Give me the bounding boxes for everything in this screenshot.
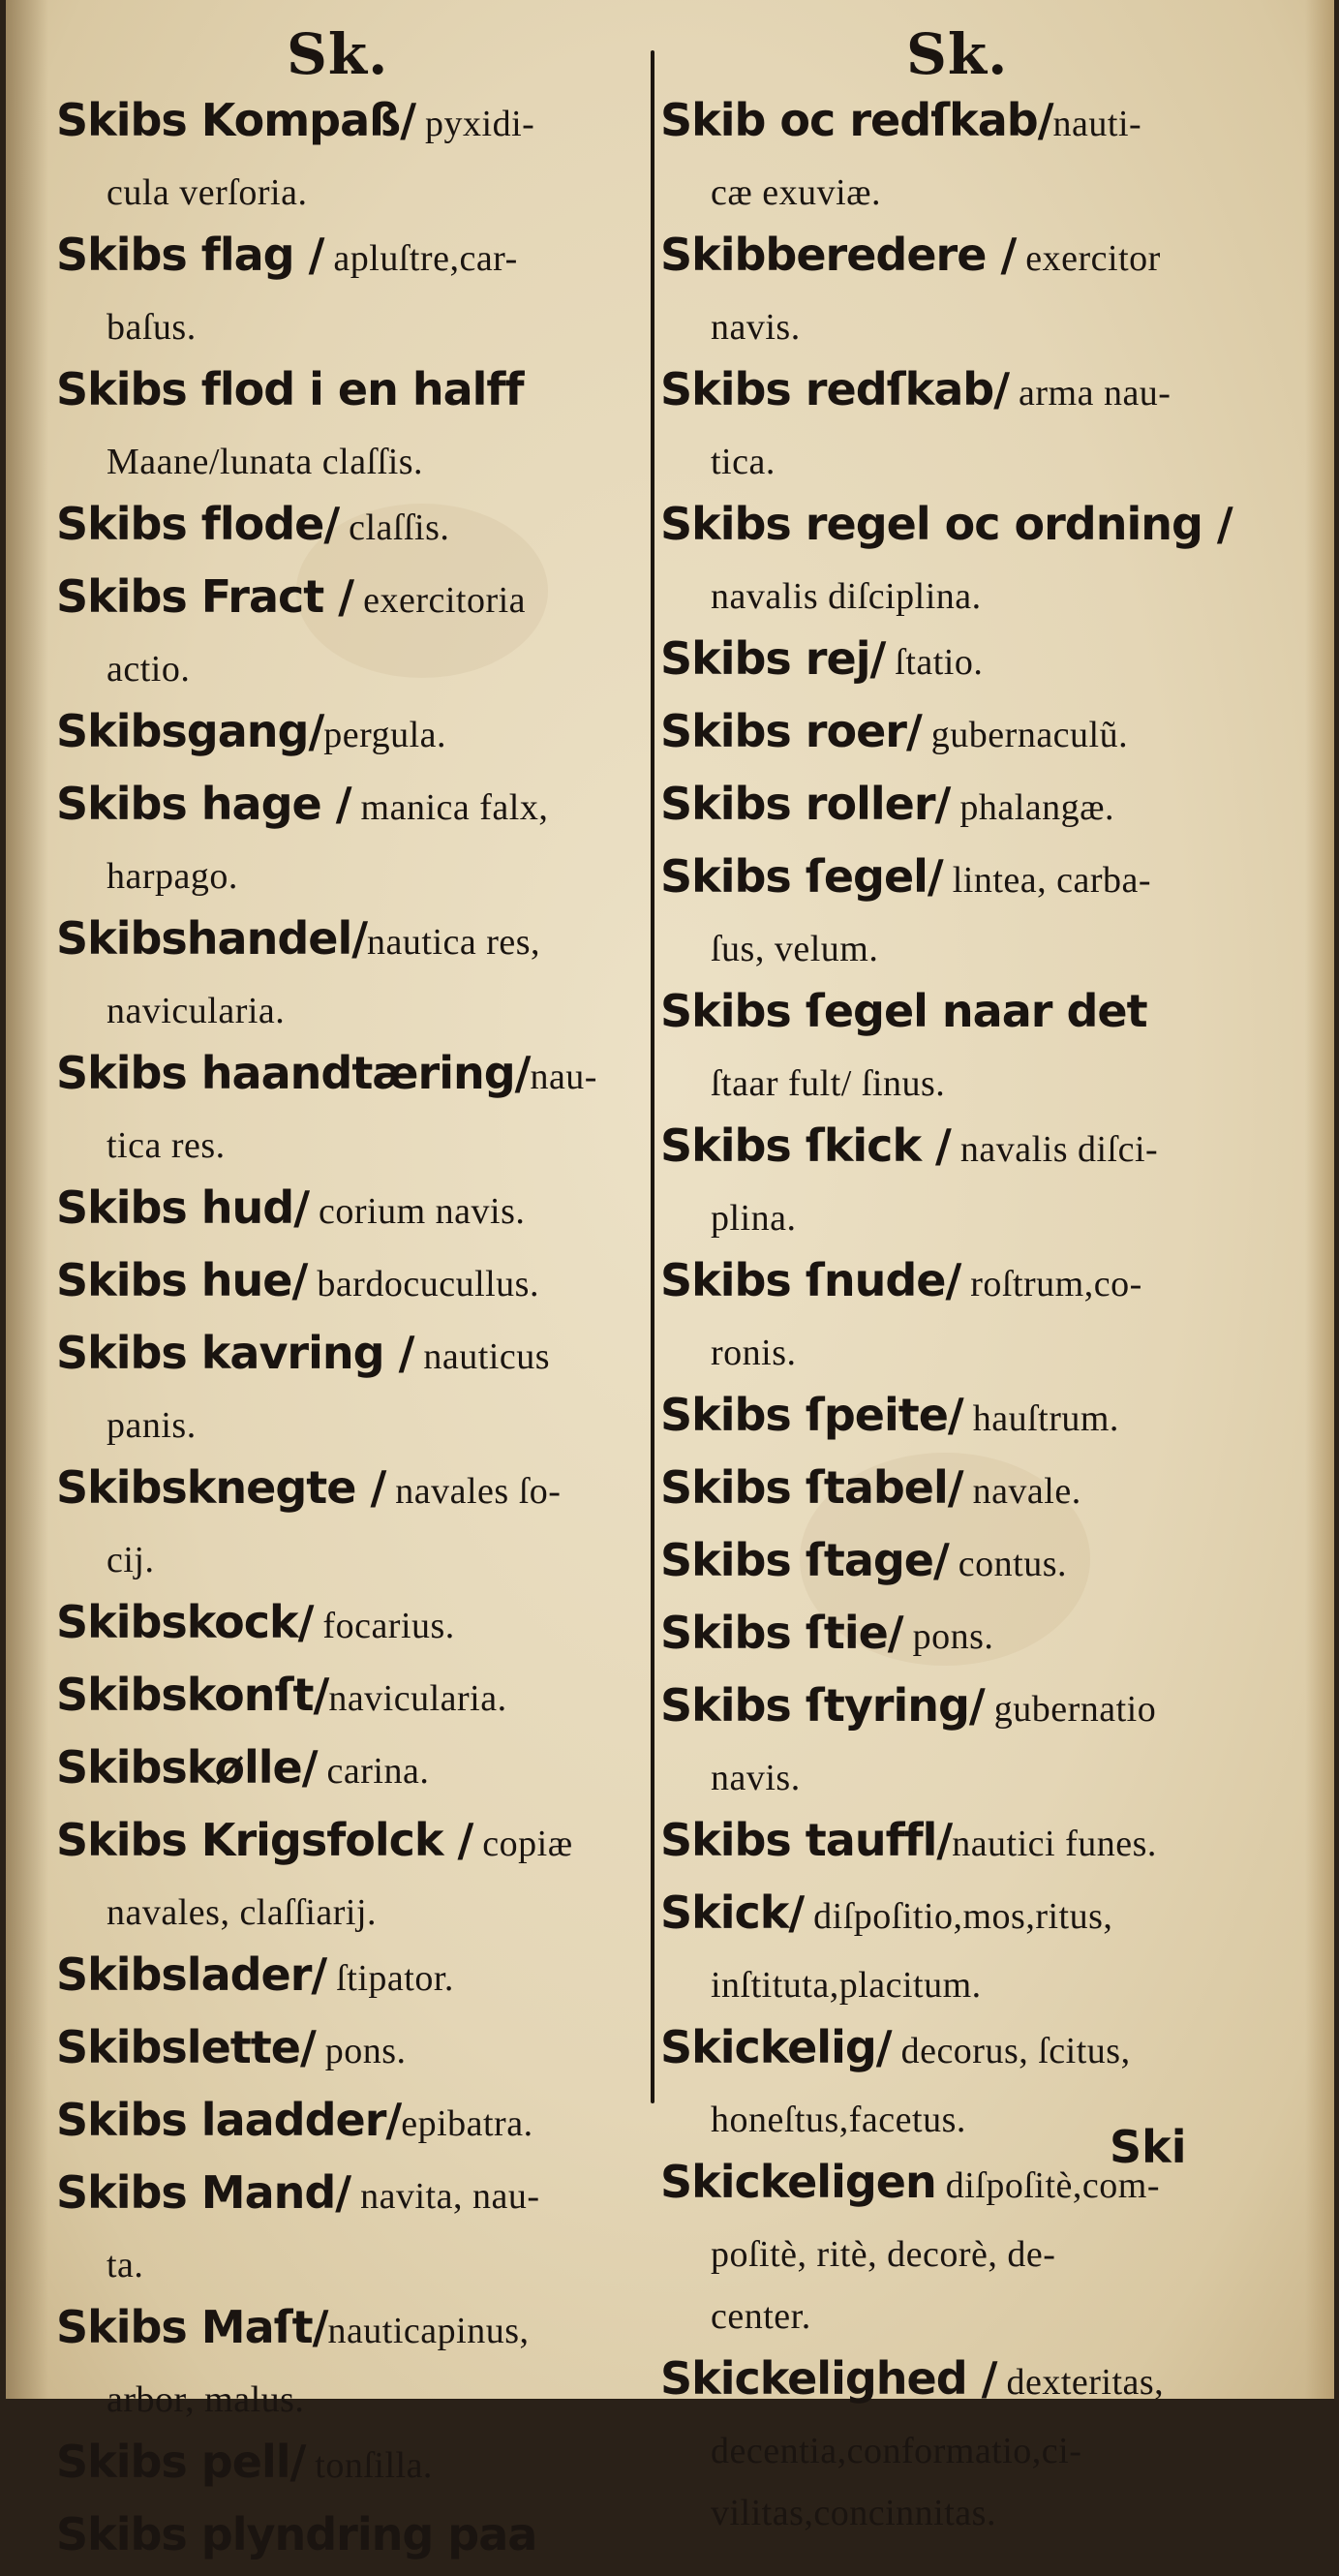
dictionary-entry — [56, 566, 627, 638]
book-page — [6, 0, 1334, 2561]
entry-definition: nauticus — [413, 1336, 551, 1377]
entry-continuation: actio. — [107, 649, 191, 690]
dictionary-entry — [56, 2296, 627, 2369]
entry-definition: claſſis. — [339, 507, 450, 548]
entry-continuation: baſus. — [107, 307, 197, 348]
entry-definition: ſtatio. — [885, 642, 984, 683]
entry-continuation: arbor, malus. — [107, 2379, 305, 2420]
entry-headword: Skibs Kompaß/ — [56, 94, 416, 146]
entry-definition: exercitor — [1016, 238, 1161, 279]
entry-headword: Skibs ſtie/ — [660, 1607, 903, 1659]
dictionary-entry — [660, 980, 1261, 1053]
entry-definition: ſtipator. — [326, 1958, 454, 1999]
entry-headword: Skibs redſkab/ — [660, 363, 1009, 415]
column-divider — [651, 50, 654, 2103]
dictionary-entry — [56, 2431, 627, 2503]
entry-headword: Skibs hage / — [56, 778, 351, 830]
entry-definition: nautici funes. — [952, 1824, 1157, 1864]
dictionary-entry — [56, 2089, 627, 2162]
entry-continuation: Maane/lunata claſſis. — [107, 442, 424, 482]
entry-continuation: ſtaar fult/ ſinus. — [711, 1063, 946, 1104]
entry-continuation: tica. — [711, 442, 776, 482]
dictionary-entry — [660, 773, 1261, 845]
entry-headword: Skibslette/ — [56, 2021, 316, 2073]
dictionary-entry — [56, 1809, 627, 1882]
entry-headword: Skickelig/ — [660, 2021, 892, 2073]
entry-definition: corium navis. — [309, 1191, 526, 1232]
entry-definition: nau- — [530, 1057, 597, 1097]
dictionary-entry — [56, 1322, 627, 1395]
dictionary-entry — [56, 1944, 627, 2016]
dictionary-entry — [660, 1457, 1261, 1529]
entry-definition: manica falx, — [350, 787, 549, 828]
entry-definition: tonſilla. — [305, 2445, 433, 2486]
entry-definition: nautica res, — [367, 922, 541, 963]
entry-definition: navicularia. — [328, 1678, 507, 1719]
entry-continuation: panis. — [107, 1405, 197, 1446]
entry-headword: Skibs laadder/ — [56, 2094, 402, 2146]
entry-continuation: harpago. — [107, 856, 238, 897]
entry-continuation: decentia,conformatio,ci- — [711, 2431, 1082, 2471]
dictionary-entry — [56, 1042, 627, 1115]
entry-continuation: ronis. — [711, 1333, 797, 1373]
entry-headword: Skibs flag / — [56, 229, 324, 281]
entry-definition: decorus, ſcitus, — [891, 2031, 1131, 2071]
entry-continuation: ta. — [107, 2245, 144, 2285]
dictionary-entry — [660, 628, 1261, 700]
entry-headword: Skibsknegte / — [56, 1461, 386, 1514]
entry-definition: focarius. — [313, 1606, 455, 1646]
entry-headword: Skibshandel/ — [56, 912, 368, 965]
entry-definition: contus. — [948, 1544, 1067, 1584]
dictionary-entry — [660, 89, 1261, 162]
dictionary-entry — [660, 2016, 1261, 2089]
entry-headword: Skibs kavring / — [56, 1327, 414, 1379]
entry-definition: gubernatio — [984, 1689, 1157, 1730]
entry-definition: arma nau- — [1009, 373, 1172, 414]
entry-continuation: navicularia. — [107, 991, 286, 1031]
entry-continuation: navales, claſſiarij. — [107, 1892, 378, 1933]
dictionary-entry — [660, 2347, 1261, 2420]
entry-headword: Skibskock/ — [56, 1596, 314, 1648]
left-column — [56, 89, 627, 2576]
entry-continuation: center. — [711, 2296, 811, 2337]
entry-headword: Skibs Krigsfolck / — [56, 1814, 473, 1866]
entry-definition: exercitoria — [353, 580, 527, 621]
entry-headword: Skibs ſkick / — [660, 1119, 951, 1172]
dictionary-entry — [56, 358, 627, 431]
entry-headword: Skibs hue/ — [56, 1254, 308, 1306]
entry-headword: Skibskonſt/ — [56, 1669, 329, 1721]
entry-definition: epibatra. — [401, 2103, 533, 2144]
entry-continuation: navis. — [711, 1758, 801, 1798]
dictionary-entry — [56, 2503, 627, 2576]
entry-definition: pons. — [315, 2031, 407, 2071]
dictionary-entry — [56, 2162, 627, 2234]
dictionary-entry — [56, 89, 627, 162]
entry-definition: navale. — [962, 1471, 1081, 1512]
dictionary-entry — [56, 1249, 627, 1322]
entry-continuation: poſitè, ritè, decorè, de- — [711, 2234, 1056, 2275]
entry-headword: Skibs roer/ — [660, 705, 922, 757]
dictionary-entry — [56, 1736, 627, 1809]
entry-headword: Skibs ſtyring/ — [660, 1679, 985, 1732]
entry-definition: pergula. — [323, 715, 447, 755]
dictionary-entry — [660, 700, 1261, 773]
entry-continuation: honeſtus,facetus. — [711, 2100, 966, 2140]
dictionary-entry — [660, 1115, 1261, 1187]
entry-definition: dexteritas, — [996, 2362, 1165, 2403]
entry-definition: carina. — [317, 1751, 430, 1792]
entry-headword: Skibs ſegel/ — [660, 850, 943, 903]
right-column — [660, 89, 1261, 2544]
entry-definition: navalis diſci- — [950, 1129, 1159, 1170]
entry-headword: Skibskølle/ — [56, 1741, 318, 1794]
dictionary-entry — [56, 700, 627, 773]
dictionary-entry — [56, 907, 627, 980]
entry-headword: Skib oc redſkab/ — [660, 94, 1053, 146]
entry-definition: copiæ — [472, 1824, 573, 1864]
entry-definition: apluſtre,car- — [323, 238, 518, 279]
entry-headword: Skickelighed / — [660, 2352, 997, 2405]
entry-definition: roſtrum,co- — [960, 1264, 1142, 1304]
entry-headword: Skibs Fract / — [56, 570, 354, 623]
dictionary-entry — [660, 1882, 1261, 1954]
running-header-right: Sk. — [906, 21, 1009, 87]
entry-continuation: tica res. — [107, 1125, 226, 1166]
entry-headword: Skibs ſegel naar det — [660, 985, 1147, 1037]
dictionary-entry — [660, 1809, 1261, 1882]
entry-definition: diſpoſitio,mos,ritus, — [804, 1896, 1113, 1937]
entry-headword: Skibs Mand/ — [56, 2166, 351, 2219]
entry-headword: Skibslader/ — [56, 1948, 327, 2001]
dictionary-entry — [56, 1457, 627, 1529]
entry-headword: Skibs flod i en halff — [56, 363, 524, 415]
entry-headword: Skibsgang/ — [56, 705, 324, 757]
running-header-left: Sk. — [287, 21, 389, 87]
entry-continuation: vilitas,concinnitas. — [711, 2493, 996, 2533]
entry-definition: hauſtrum. — [962, 1398, 1119, 1439]
entry-headword: Skibs regel oc ordning / — [660, 498, 1232, 550]
entry-headword: Skickeligen — [660, 2156, 936, 2208]
entry-definition: navales ſo- — [385, 1471, 562, 1512]
catchword: Ski — [1110, 2121, 1187, 2173]
dictionary-entry — [56, 1664, 627, 1736]
dictionary-entry — [660, 1602, 1261, 1674]
entry-definition: nauti- — [1052, 104, 1142, 144]
entry-continuation: cula verſoria. — [107, 172, 308, 213]
entry-continuation: cæ exuviæ. — [711, 172, 881, 213]
entry-headword: Skibs flode/ — [56, 498, 340, 550]
entry-continuation: cij. — [107, 1540, 155, 1580]
entry-definition: pyxidi- — [415, 104, 535, 144]
entry-definition: pons. — [902, 1616, 994, 1657]
dictionary-entry — [660, 358, 1261, 431]
entry-continuation: navalis diſciplina. — [711, 576, 982, 617]
dictionary-entry — [56, 1591, 627, 1664]
dictionary-entry — [56, 773, 627, 845]
entry-definition: bardocucullus. — [307, 1264, 539, 1304]
entry-headword: Skibs ſpeite/ — [660, 1389, 963, 1441]
dictionary-entry — [56, 493, 627, 566]
entry-continuation: plina. — [711, 1198, 797, 1239]
dictionary-entry — [660, 1529, 1261, 1602]
entry-headword: Skibs pell/ — [56, 2436, 306, 2488]
entry-definition: nauticapinus, — [327, 2311, 530, 2351]
dictionary-entry — [660, 493, 1261, 566]
entry-headword: Skibs Maſt/ — [56, 2301, 328, 2353]
entry-headword: Skibs haandtæring/ — [56, 1047, 531, 1099]
dictionary-entry — [56, 224, 627, 296]
entry-definition: gubernaculũ. — [921, 715, 1129, 755]
dictionary-entry — [56, 2016, 627, 2089]
entry-headword: Skibs hud/ — [56, 1181, 310, 1234]
entry-continuation: ſus, velum. — [711, 929, 879, 969]
entry-headword: Skibs plyndring paa — [56, 2508, 537, 2561]
entry-headword: Skibs ſnude/ — [660, 1254, 961, 1306]
entry-definition: diſpoſitè,com- — [935, 2165, 1160, 2206]
entry-definition: navita, nau- — [350, 2176, 540, 2217]
dictionary-entry — [660, 845, 1261, 918]
entry-headword: Skibs rej/ — [660, 632, 886, 685]
dictionary-entry — [56, 1177, 627, 1249]
entry-headword: Skibs tauffl/ — [660, 1814, 953, 1866]
dictionary-entry — [660, 1384, 1261, 1457]
entry-headword: Skibs ſtage/ — [660, 1534, 949, 1586]
entry-continuation: navis. — [711, 307, 801, 348]
entry-headword: Skibs roller/ — [660, 778, 951, 830]
dictionary-entry — [660, 1674, 1261, 1747]
dictionary-entry — [660, 224, 1261, 296]
entry-continuation: inſtituta,placitum. — [711, 1965, 982, 2006]
entry-headword: Skick/ — [660, 1886, 805, 1939]
entry-headword: Skibs ſtabel/ — [660, 1461, 963, 1514]
entry-headword: Skibberedere / — [660, 229, 1017, 281]
entry-definition: lintea, carba- — [942, 860, 1152, 901]
dictionary-entry — [660, 1249, 1261, 1322]
entry-definition: phalangæ. — [950, 787, 1114, 828]
